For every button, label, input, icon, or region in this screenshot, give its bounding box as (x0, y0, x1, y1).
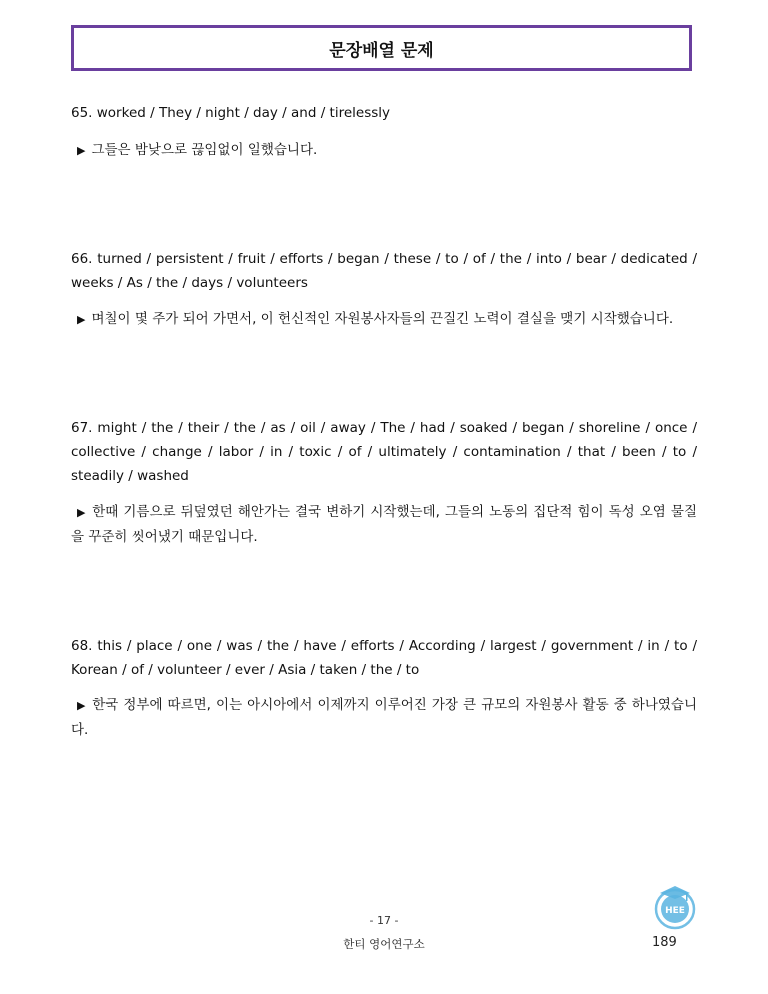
footer-organization: 한티 영어연구소 (343, 937, 425, 951)
arrow-icon: ▶ (77, 699, 87, 712)
answer-text: 한때 기름으로 뒤덮였던 해안가는 결국 변하기 시작했는데, 그들의 노동의 집단적 힘이 독성 오염 물질을 꾸준히 씻어냈기 때문입니다. (71, 504, 697, 545)
answer-text: 한국 정부에 따르면, 이는 아시아에서 이제까지 이루어진 가장 큰 규모의 자원봉사 활동 중 하나였습니다. (71, 697, 697, 738)
answer-text: 며칠이 몇 주가 되어 가면서, 이 헌신적인 자원봉사자들의 끈질긴 노력이 결실을 맺기 시작했습니다. (91, 311, 674, 327)
question-prompt-67: 67. might / the / their / the / as / oil / away / The / had / soaked / began / shoreline / once / collective / change / labor / in / toxic / of / ultimately / contamination / that / been / to / steadily / washed (71, 420, 697, 484)
question-answer-66 (71, 307, 697, 332)
question-answer-65 (71, 138, 697, 163)
page-title: 문장배열 문제 (329, 40, 434, 61)
title-box (71, 25, 692, 71)
arrow-icon: ▶ (77, 144, 86, 157)
arrow-icon: ▶ (77, 313, 86, 326)
question-prompt-68: 68. this / place / one / was / the / have / efforts / According / largest / government / in / to / Korean / of / volunteer / ever / Asia / taken / the / to (71, 638, 697, 678)
question-prompt-66: 66. turned / persistent / fruit / efforts / began / these / to / of / the / into / bear / dedicated / weeks / As / the / days / volunteers (71, 251, 697, 291)
logo-text: HEE (665, 906, 685, 916)
arrow-icon: ▶ (77, 506, 87, 519)
hee-logo-icon (650, 880, 700, 930)
page-number: 189 (652, 935, 677, 950)
page-marker: - 17 - (369, 914, 399, 927)
question-answer-67 (71, 500, 697, 549)
answer-text: 그들은 밤낮으로 끊임없이 일했습니다. (91, 142, 318, 158)
question-prompt-65: 65. worked / They / night / day / and / tirelessly (71, 105, 390, 121)
question-answer-68 (71, 693, 697, 742)
